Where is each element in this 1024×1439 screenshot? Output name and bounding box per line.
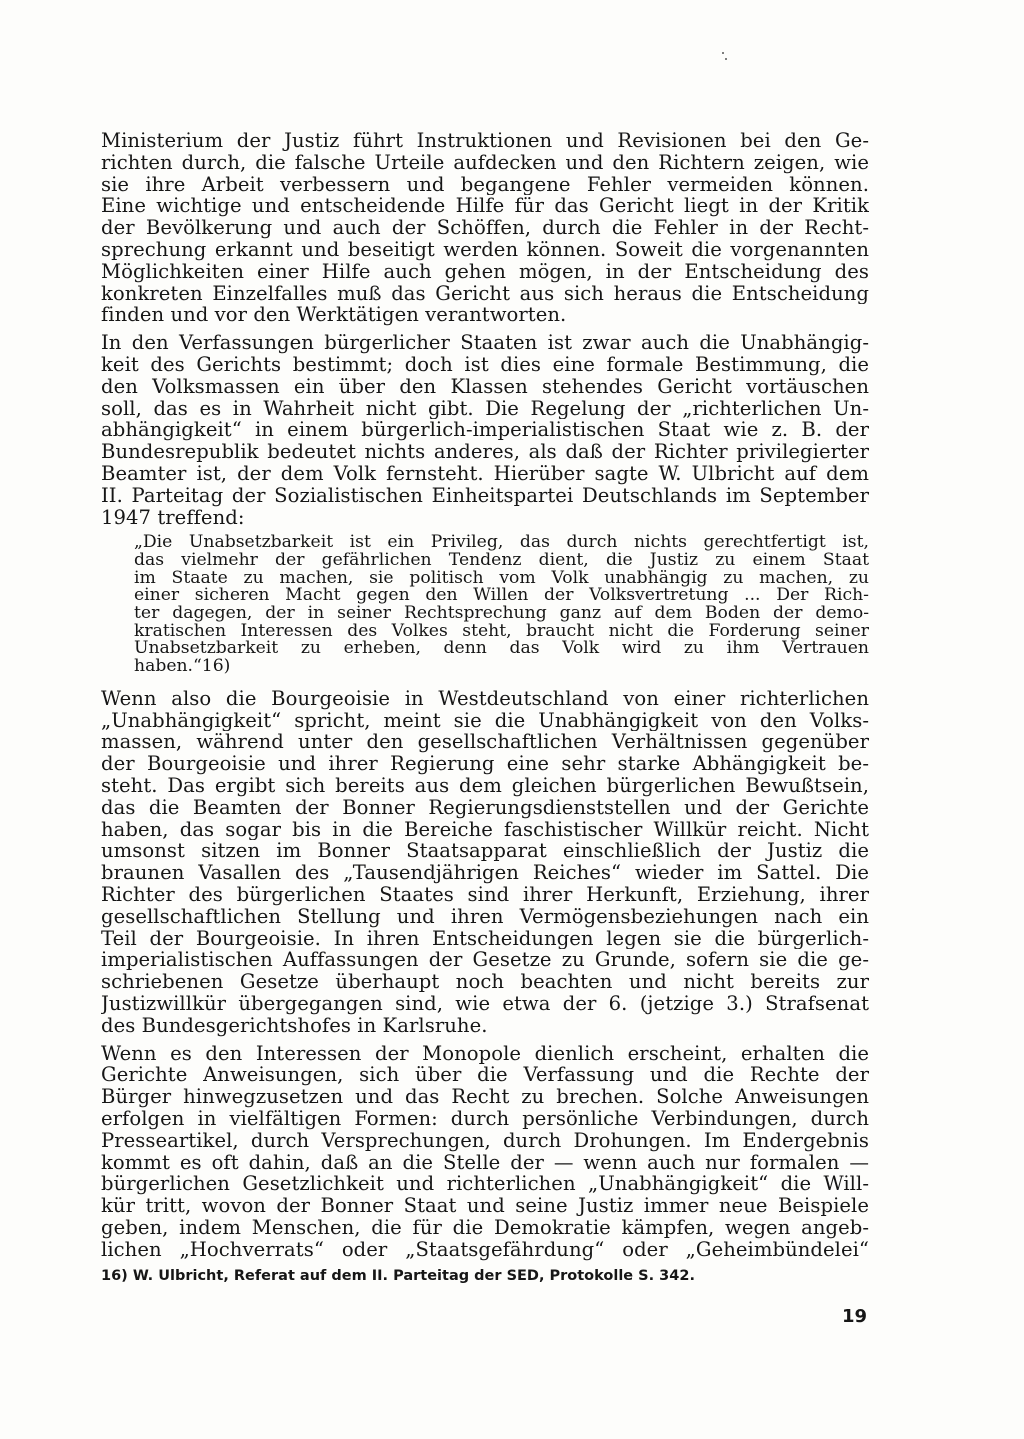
text-line: imperialistischen Auffassungen der Gesetze zu Grunde, sofern sie die ge- <box>101 949 869 972</box>
text-line: haben, das sogar bis in die Bereiche faschistischer Willkür reicht. Nicht <box>101 818 869 841</box>
text-line: Bundesrepublik bedeutet nichts anderes, als daß der Richter privilegierter <box>101 441 869 463</box>
text-line: Gerichte Anweisungen, sich über die Verfassung und die Rechte der <box>101 1064 869 1087</box>
text-line: umsonst sitzen im Bonner Staatsapparat einschließlich der Justiz die <box>101 840 869 863</box>
text-line: finden und vor den Werktätigen verantworten. <box>101 304 567 327</box>
text-line: abhängigkeit“ in einem bürgerlich-imperialistischen Staat wie z. B. der <box>101 419 869 442</box>
text-line: steht. Das ergibt sich bereits aus dem gleichen bürgerlichen Bewußtsein, <box>101 775 869 797</box>
text-line: den Volksmassen ein über den Klassen stehendes Gericht vortäuschen <box>101 375 869 398</box>
text-line: richten durch, die falsche Urteile aufdecken und den Richtern zeigen, wie <box>101 151 869 174</box>
quote-line: kratischen Interessen des Volkes steht, braucht nicht die Forderung seiner <box>134 622 869 641</box>
quote-line: „Die Unabsetzbarkeit ist ein Privileg, das durch nichts gerechtfertigt ist, <box>134 534 869 553</box>
text-line: der Bourgeoisie und ihrer Regierung eine sehr starke Abhängigkeit be- <box>101 753 869 776</box>
text-line: der Bevölkerung und auch der Schöffen, durch die Fehler in der Recht- <box>101 217 869 239</box>
text-line: Möglichkeiten einer Hilfe auch gehen mögen, in der Entscheidung des <box>101 260 869 283</box>
text-line: kür tritt, wovon der Bonner Staat und seine Justiz immer neue Beispiele <box>101 1195 869 1217</box>
quote-line: das vielmehr der gefährlichen Tendenz dient, die Justiz zu einem Staat <box>134 552 869 570</box>
text-column <box>101 130 869 1261</box>
text-line: das die Beamten der Bonner Regierungsdienststellen und der Gerichte <box>101 796 869 819</box>
quote-line: einer sicheren Macht gegen den Willen der Volksvertretung ... Der Rich- <box>134 587 869 606</box>
text-line: gesellschaftlichen Stellung und ihren Vermögensbeziehungen nach ein <box>101 905 869 928</box>
text-line: Presseartikel, durch Versprechungen, durch Drohungen. Im Endergebnis <box>101 1129 869 1152</box>
paragraph-3 <box>101 688 869 1037</box>
text-line: Bürger hinwegzusetzen und das Recht zu brechen. Solche Anweisungen <box>101 1086 869 1108</box>
text-line: konkreten Einzelfalles muß das Gericht aus sich heraus die Entscheidung <box>101 282 869 305</box>
text-line: massen, während unter den gesellschaftlichen Verhältnissen gegenüber <box>101 731 869 754</box>
text-line: In den Verfassungen bürgerlicher Staaten ist zwar auch die Unabhängig- <box>101 332 869 354</box>
text-line: lichen „Hochverrats“ oder „Staatsgefährdung“ oder „Geheimbündelei“ <box>101 1238 869 1261</box>
text-line: 1947 treffend: <box>101 506 245 529</box>
text-line: keit des Gerichts bestimmt; doch ist dies eine formale Bestimmung, die <box>101 353 869 376</box>
text-line: schriebenen Gesetze überhaupt noch beachten und nicht bereits zur <box>101 971 869 993</box>
text-line: soll, das es in Wahrheit nicht gibt. Die Regelung der „richterlichen Un- <box>101 397 869 420</box>
text-line: braunen Vasallen des „Tausendjährigen Reiches“ wieder im Sattel. Die <box>101 862 869 885</box>
text-line: II. Parteitag der Sozialistischen Einheitspartei Deutschlands im September <box>101 484 869 507</box>
text-line: kommt es oft dahin, daß an die Stelle der — wenn auch nur formalen — <box>101 1151 869 1174</box>
quote-line: im Staate zu machen, sie politisch vom Volk unabhängig zu machen, zu <box>134 569 869 588</box>
text-line: Ministerium der Justiz führt Instruktionen und Revisionen bei den Ge- <box>101 130 869 152</box>
text-line: Richter des bürgerlichen Staates sind ihrer Herkunft, Erziehung, ihrer <box>101 884 869 906</box>
text-line: Wenn also die Bourgeoisie in Westdeutschland von einer richterlichen <box>101 687 869 710</box>
text-line: des Bundesgerichtshofes in Karlsruhe. <box>101 1014 488 1037</box>
paragraph-4 <box>101 1043 869 1261</box>
text-line: Wenn es den Interessen der Monopole dienlich erscheint, erhalten die <box>101 1042 869 1065</box>
quote-line: Unabsetzbarkeit zu erheben, denn das Volk wird zu ihm Vertrauen <box>134 640 869 659</box>
paper-specks <box>722 52 728 62</box>
text-line: Teil der Bourgeoisie. In ihren Entscheidungen legen sie die bürgerlich- <box>101 927 869 950</box>
paragraph-2 <box>101 332 869 528</box>
block-quote <box>134 534 869 676</box>
text-line: Eine wichtige und entscheidende Hilfe für das Gericht liegt in der Kritik <box>101 195 869 218</box>
text-line: bürgerlichen Gesetzlichkeit und richterlichen „Unabhängigkeit“ die Will- <box>101 1173 869 1196</box>
text-line: Justizwillkür übergegangen sind, wie etwa der 6. (jetzige 3.) Strafsenat <box>101 993 869 1015</box>
paragraph-1 <box>101 130 869 326</box>
text-line: geben, indem Menschen, die für die Demokratie kämpfen, wegen angeb- <box>101 1216 869 1239</box>
text-line: „Unabhängigkeit“ spricht, meint sie die Unabhängigkeit von den Volks- <box>101 709 869 732</box>
text-line: Beamter ist, der dem Volk fernsteht. Hierüber sagte W. Ulbricht auf dem <box>101 462 869 485</box>
page-number: 19 <box>842 1306 868 1327</box>
text-line: erfolgen in vielfältigen Formen: durch persönliche Verbindungen, durch <box>101 1107 869 1130</box>
text-line: sprechung erkannt und beseitigt werden können. Soweit die vorgenannten <box>101 238 869 261</box>
text-line: sie ihre Arbeit verbessern und begangene Fehler vermeiden können. <box>101 173 869 196</box>
quote-line: haben.“16) <box>134 658 231 676</box>
footnote: 16) W. Ulbricht, Referat auf dem II. Parteitag der SED, Protokolle S. 342. <box>101 1268 695 1284</box>
quote-line: ter dagegen, der in seiner Rechtsprechung ganz auf dem Boden der demo- <box>134 605 869 623</box>
